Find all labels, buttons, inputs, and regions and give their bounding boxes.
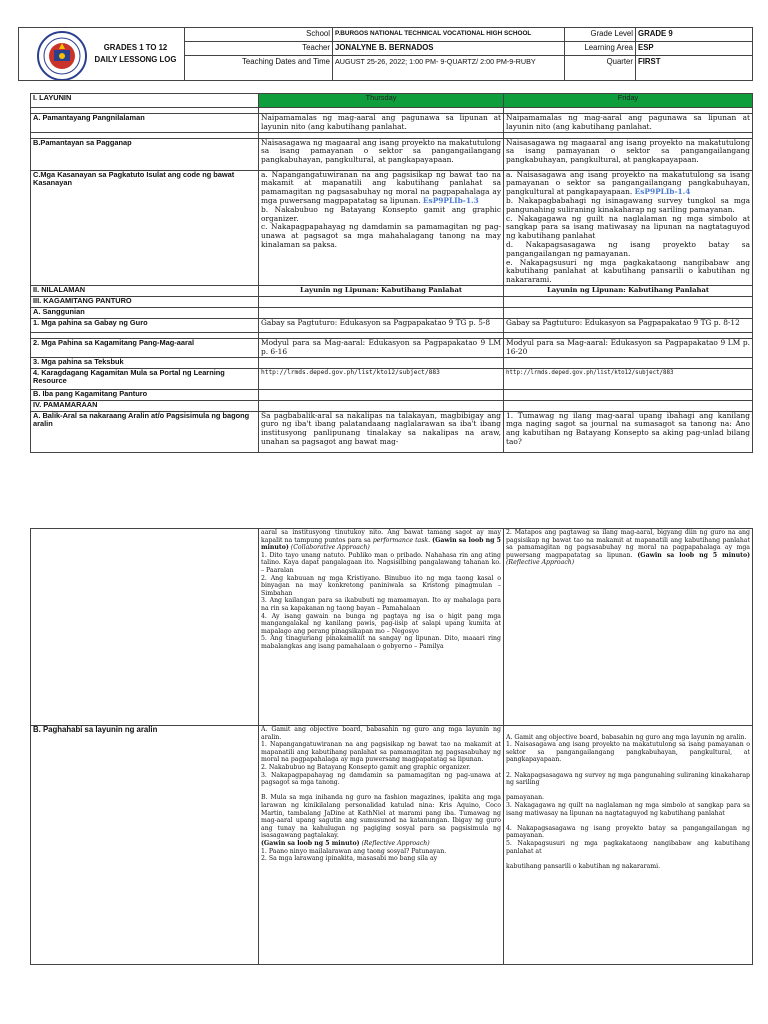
kasanayan-friday-a: a. Naisasagawa ang isang proyekto na makatutulong sa isang pamayanan o sektor sa pangangailangang pangkabuhayan, pangkultural at pangkapayapaan. <box>506 170 750 197</box>
paghahabi-friday-6: kabutihang pansarili o kabutihan ng nakararami. <box>506 862 661 870</box>
gawin-note-thursday-1: (Gawin sa loob ng 5 minuto) <box>261 536 501 552</box>
competency-code-thursday: EsP9PLIb-1.3 <box>422 195 479 205</box>
header-title-cell <box>19 28 185 81</box>
quarter-label: Quarter <box>565 56 636 81</box>
section-layunin: I. LAYUNIN <box>31 94 259 108</box>
kasanayan-friday-c: c. Nakagagawa ng guilt na naglalaman ng mga simbolo at sangkap para sa isang matiwasay na lipunan na nagtataguyod ng kabutihang panlahat <box>506 213 750 241</box>
page-gap <box>0 470 768 528</box>
reflective-approach-friday: (Reflective Approach) <box>506 559 575 567</box>
teaching-dates-value: AUGUST 25-26, 2022; 1:00 PM- 9-QUARTZ/ 2:00 PM-9-RUBY <box>333 56 565 81</box>
gabay-ng-guro-thursday: Gabay sa Pagtuturo: Edukasyon sa Pagpapakatao 9 TG p. 5-8 <box>259 318 504 332</box>
lesson-table-continued <box>30 528 753 965</box>
column-thursday: Thursday <box>259 94 504 108</box>
competency-code-friday: EsP9PLIb-1.4 <box>634 187 691 197</box>
sanggunian-label: A. Sanggunian <box>31 307 259 318</box>
paghahabi-friday-3: 3. Nakagagawa ng quilt na naglalaman ng mga simbolo at sangkap para sa isang matiwasay na lipunan na nagtataguyod ng kabutihang panlahat <box>506 801 750 817</box>
balik-aral-friday-item-2: 2. Matapos ang pagtawag sa ilang mag-aaral, bigyang diin ng guro na ang pagsisikap ng bawat tao na makamit at mapanatili ang kabutihang panlahat sa pamamagitan ng pagsasabuhay ng moral na pagpapahalaga ay mga puwersang magpapatatag sa lipunan. <box>506 529 750 559</box>
kasanayan-label: C.Mga Kasanayan sa Pagkatuto Isulat ang code ng bawat Kasanayan <box>31 170 259 285</box>
grade-level-label: Grade Level <box>565 28 636 42</box>
lrmds-link-friday[interactable]: http://lrmds.deped.gov.ph/list/kto12/subject/883 <box>504 368 753 389</box>
paghahabi-friday-1: 1. Naisasagawa ang isang proyekto na makatutulong sa isang pamayanan o sektor sa pangangailangang pangkabuhayan, pangkultural, at pangkapayapaan. <box>506 741 750 764</box>
gawin-note-thursday-2: (Gawin sa loob ng 5 minuto) <box>261 839 360 847</box>
institution-item-2: 2. Ang kabuuan ng mga Kristiyano. Binubuo ito ng mga taong kasal o binyagan na may konkretong paniniwala sa Kristong pinagmulan – Simbahan <box>261 574 501 597</box>
lrmds-link-thursday[interactable]: http://lrmds.deped.gov.ph/list/kto12/subject/883 <box>259 368 504 389</box>
paghahabi-friday <box>504 726 753 965</box>
paghahabi-friday-2: 2. Nakapagsasagawa ng survey ng mga pangunahing suliraning kinakaharap ng sariling <box>506 771 750 787</box>
paghahabi-thursday-b: B. Mula sa mga inihanda ng guro na fashion magazines, ipakita ang mga larawan ng kinikilalang personalidad katulad nina: Kris Aquino, Coco Martin, tambalang JaDine at KathNiel at marami pang iba. Tumawag ng mag-aaral upang sagutin ang sumusunod na katanungan. Ibigay ng guro ang tunay na kahulugan ng pagiging sosyal para sa pagsisimula ng isasagawang pagtalakay. <box>261 794 501 840</box>
paghahabi-thursday-3: 3. Nakapagpapahayag ng damdamin sa pamamagitan ng pag-unawa at pagsagot sa mga tanong. <box>261 771 501 787</box>
kasanayan-friday-d: d. Nakapagsasagawa ng isang proyekto batay sa pangangailangan ng pamayanan. <box>506 239 750 258</box>
kasanayan-thursday-c: c. Nakapagpapahayag ng damdamin sa pamamagitan ng pag-unawa at pagsagot sa mga mahahalagang tanong na may kinalaman sa paksa. <box>261 222 501 249</box>
paghahabi-label: B. Paghahabi sa layunin ng aralin <box>31 726 259 965</box>
kasanayan-thursday-a: a. Napangangatuwiranan na ang pagsisikap ng bawat tao na makamit at mapanatili ang kabutihang panlahat sa pamamagitan ng pagsasabuhay ng moral na pagpapahalaga ay mga puwersang magpapatatag sa lipunan. <box>261 170 501 205</box>
institution-item-3: 3. Ang kailangan para sa ikabubuti ng mamamayan. Ito ay mahalaga para na rin sa kapakanan ng taong bayan – Pamahalaan <box>261 597 501 612</box>
teacher-value: JONALYNE B. BERNADOS <box>333 42 565 56</box>
pamantayang-pangnilalaman-friday: Naipamamalas ng mag-aaral ang pagunawa sa lipunan at layunin nito (ang kabutihang panlahat. <box>504 114 753 133</box>
school-value: P.BURGOS NATIONAL TECHNICAL VOCATIONAL HIGH SCHOOL <box>333 28 565 42</box>
gabay-ng-guro-friday: Gabay sa Pagtuturo: Edukasyon sa Pagpapakatao 9 TG p. 8-12 <box>504 318 753 332</box>
pamantayan-sa-pagganap-thursday: Naisasagawa ng magaaral ang isang proyekto na makatutulong sa isang pamayanan o sektor sa pangangailangang pangkabuhayan, pangkultural, at pangkapayapaan. <box>259 138 504 170</box>
paghahabi-thursday <box>259 726 504 965</box>
nilalaman-label: II. NILALAMAN <box>31 285 259 296</box>
kasanayan-thursday-b: b. Nakabubuo ng Batayang Konsepto gamit ang graphic organizer. <box>261 204 501 223</box>
nilalaman-friday: Layunin ng Lipunan: Kabutihang Panlahat <box>504 285 753 296</box>
continued-label-cell <box>31 529 259 726</box>
kasanayan-friday <box>504 170 753 285</box>
header-title-dll: DAILY LESSONG LOG <box>94 55 177 64</box>
quarter-value: FIRST <box>636 56 753 81</box>
teaching-dates-label: Teaching Dates and Time <box>185 56 333 81</box>
pamantayan-sa-pagganap-friday: Naisasagawa ng magaaral ang isang proyekto na makatutulong sa isang pamayanan o sektor sa pangangailangang pangkabuhayan, pangkultural, at pangkapayapaan. <box>504 138 753 170</box>
paghahabi-friday-4: 4. Nakapagsasagawa ng isang proyekto batay sa pangangailangan ng pamayanan. <box>506 824 750 840</box>
pamantayan-sa-pagganap-label: B.Pamantayan sa Pagganap <box>31 138 259 170</box>
learning-area-label: Learning Area <box>565 42 636 56</box>
nilalaman-thursday: Layunin ng Lipunan: Kabutihang Panlahat <box>259 285 504 296</box>
kagamitang-panturo-label: III. KAGAMITANG PANTURO <box>31 296 259 307</box>
balik-aral-thursday: Sa pagbabalik-aral sa nakalipas na talakayan, magbibigay ang guro ng iba't ibang palatandaang naglalarawan sa iba't ibang institusyong panlipunang tinalakay sa nakalipas na araw, unahan sa pagsagot ang bawat mag- <box>259 411 504 452</box>
paghahabi-thursday-2: 2. Nakabubuo ng Batayang Konsepto gamit ang graphic organizer. <box>261 763 471 771</box>
kagamitang-mag-aaral-thursday: Modyul para sa Mag-aaral: Edukasyon sa Pagpapakatao 9 LM p. 6-16 <box>259 338 504 357</box>
kagamitang-mag-aaral-friday: Modyul para sa Mag-aaral: Edukasyon sa Pagpapakatao 9 LM p. 16-20 <box>504 338 753 357</box>
teksbuk-label: 3. Mga pahina sa Teksbuk <box>31 357 259 368</box>
balik-aral-thursday-continued <box>259 529 504 726</box>
pamantayang-pangnilalaman-label: A. Pamantayang Pangnilalaman <box>31 114 259 133</box>
page-2 <box>0 528 768 1024</box>
kasanayan-friday-e: e. Nakapagsusuri ng mga pagkakataong nangibabaw ang kabutihang panlahat at kabutihang pansarili o kabutihan ng nakararami. <box>506 257 750 285</box>
paghahabi-friday-2b: pamayanan. <box>506 794 545 802</box>
balik-aral-friday-continued <box>504 529 753 726</box>
school-label: School <box>185 28 333 42</box>
page-1 <box>0 0 768 470</box>
balik-aral-label: A. Balik-Aral sa nakaraang Aralin at/o Pagsisimula ng bagong aralin <box>31 411 259 452</box>
paghahabi-thursday-q1: 1. Paano ninyo mailalarawan ang taong sosyal? Patunayan. <box>261 847 447 855</box>
teacher-label: Teacher <box>185 42 333 56</box>
reflective-approach-thursday: (Reflective Approach) <box>361 839 430 847</box>
institution-item-5: 5. Ang tinaguriang pinakamaliit na sangay ng lipunan. Dito, maaari ring mabalangkas ang isang pamahalaan o gobyerno – Pamilya <box>261 635 501 650</box>
kagamitang-mag-aaral-label: 2. Mga Pahina sa Kagamitang Pang-Mag-aaral <box>31 338 259 357</box>
learning-resource-label: 4. Karagdagang Kagamitan Mula sa Portal ng Learning Resource <box>31 368 259 389</box>
lesson-table <box>30 93 753 453</box>
paghahabi-friday-5: 5. Nakapagsusuri ng mga pagkakataong nangibabaw ang kabutihang panlahat at <box>506 839 750 855</box>
performance-task-text: performance task. <box>372 536 431 544</box>
balik-aral-friday: 1. Tumawag ng ilang mag-aaral upang ibahagi ang kanilang mga naging sagot sa journal na sumasagot sa tanong na: Ano ang kabutihan ng Batayang Konsepto sa aking pag-unlad bilang tao? <box>504 411 753 452</box>
pamamaraan-label: IV. PAMAMARAAN <box>31 400 259 411</box>
institution-item-1: 1. Dito tayo unang natuto. Publiko man o pribado. Nahahasa rin ang ating talino. Kaya dapat pangalagaan ito. Nagsisilbing pangalawang tahanan ko. – Paaralan <box>261 551 501 574</box>
paghahabi-friday-a: A. Gamit ang objective board, babasahin ng guro ang mga layunin ng aralin. <box>506 733 747 741</box>
kasanayan-thursday <box>259 170 504 285</box>
balik-aral-cont-intro: aaral sa institusyong tinutukoy nito. Ang bawat tamang sagot ay may kapalit na tampung puntos para sa <box>261 529 501 544</box>
learning-area-value: ESP <box>636 42 753 56</box>
header-table <box>18 27 753 81</box>
paghahabi-thursday-1: 1. Napangangatuwiranan na ang pagsisikap ng bawat tao na makamit at mapanatili ang kabutihang panlahat sa pamamagitan ng pagsasabuhay ng moral na pagpapahalaga ay mga puwersang magpapatatag sa lipunan. <box>261 741 501 764</box>
kasanayan-friday-b: b. Nakapagbabahagi ng isinagawang survey tungkol sa mga pangunahing suliraning kinakaharap ng sariling pamayanan. <box>506 195 750 214</box>
pamantayang-pangnilalaman-thursday: Naipamamalas ng mag-aaral ang pagunawa sa lipunan at layunin nito (ang kabutihang panlahat. <box>259 114 504 133</box>
gabay-ng-guro-label: 1. Mga pahina sa Gabay ng Guro <box>31 318 259 332</box>
iba-pang-kagamitan-label: B. Iba pang Kagamitang Panturo <box>31 389 259 400</box>
collaborative-approach: (Collaborative Approach) <box>290 544 370 552</box>
institution-item-4: 4. Ay isang gawain na bunga ng pagtaya ng isa o higit pang mga mangangalakal ng kanilang pawis, pag-iisip at salapi upang kumita at mapalago ang perang pinagsikapan mo – Negosyo <box>261 612 501 635</box>
header-title-grades: GRADES 1 TO 12 <box>103 43 168 52</box>
column-friday: Friday <box>504 94 753 108</box>
gawin-note-friday-1: (Gawin sa loob ng 5 minuto) <box>637 551 750 559</box>
grade-level-value: GRADE 9 <box>636 28 753 42</box>
paghahabi-thursday-a: A. Gamit ang objective board, babasahin ng guro ang mga layunin ng aralin. <box>261 726 501 741</box>
paghahabi-thursday-q2: 2. Sa mga larawang ipinakita, masasabi mo bang sila ay <box>261 855 438 863</box>
